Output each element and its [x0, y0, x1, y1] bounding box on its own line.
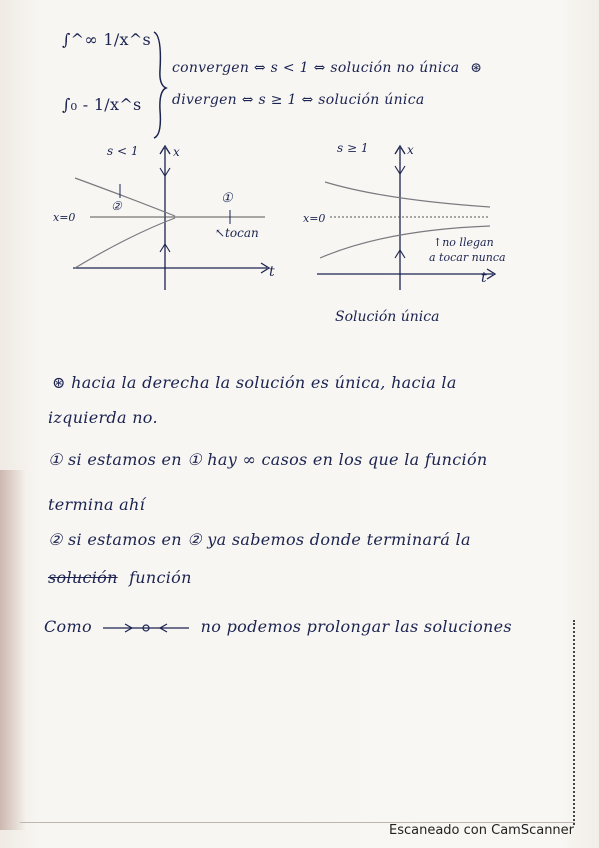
note-line-2: izquierda no. [48, 408, 158, 427]
right-x-axis-label: x [407, 143, 414, 157]
condition-converge-text: convergen ⇔ s < 1 ⇔ solución no única [172, 60, 460, 76]
right-zero-label: x=0 [303, 212, 326, 225]
brace [150, 30, 170, 140]
left-x-axis-label: x [173, 145, 180, 159]
page-right-edge [573, 620, 575, 825]
left-graph [55, 140, 285, 300]
integral-top-text: ∫^∞ 1/x^s [62, 30, 152, 49]
note-line-4: termina ahí [48, 495, 146, 514]
left-mark-1: ① [221, 191, 233, 206]
page-shadow [0, 470, 26, 830]
left-t-axis-label: t [269, 264, 275, 280]
right-note-line2: a tocar nunca [429, 251, 506, 264]
integral-bottom-text: ∫₀ - 1/x^s [62, 95, 142, 114]
note-line-6 [48, 568, 192, 587]
note-line-7-post: no podemos prolongar las soluciones [200, 617, 512, 636]
integral-bottom [62, 95, 142, 114]
right-note-line1: ↑no llegan [433, 236, 494, 249]
right-graph-condition: s ≥ 1 [337, 141, 369, 155]
note-line-7 [44, 617, 512, 636]
left-graph-condition: s < 1 [107, 144, 139, 158]
left-mark-2: ② [111, 199, 122, 213]
integral-top [62, 30, 151, 49]
condition-converge [172, 60, 482, 76]
right-caption: Solución única [335, 309, 440, 325]
condition-diverge [172, 92, 425, 108]
note-line-7-pre: Como [44, 617, 92, 636]
note-line-6-rest: función [129, 568, 192, 587]
condition-diverge-text: divergen ⇔ s ≥ 1 ⇔ solución única [172, 92, 425, 108]
scanner-watermark: Escaneado con CamScanner [389, 823, 575, 838]
note-line-3: ① si estamos en ① hay ∞ casos en los que la función [48, 450, 488, 469]
left-zero-label: x=0 [53, 211, 76, 224]
phase-diagram-icon [101, 620, 191, 636]
right-t-axis-label: t [481, 270, 487, 286]
right-graph [305, 140, 555, 330]
struck-word: solución [48, 568, 118, 587]
note-line-5: ② si estamos en ② ya sabemos donde terminará la [48, 530, 471, 549]
star-mark: ⊛ [470, 60, 483, 76]
left-note-tocan: ↖tocan [215, 226, 259, 240]
note-line-1: ⊛ hacia la derecha la solución es única, hacia la [52, 373, 457, 392]
